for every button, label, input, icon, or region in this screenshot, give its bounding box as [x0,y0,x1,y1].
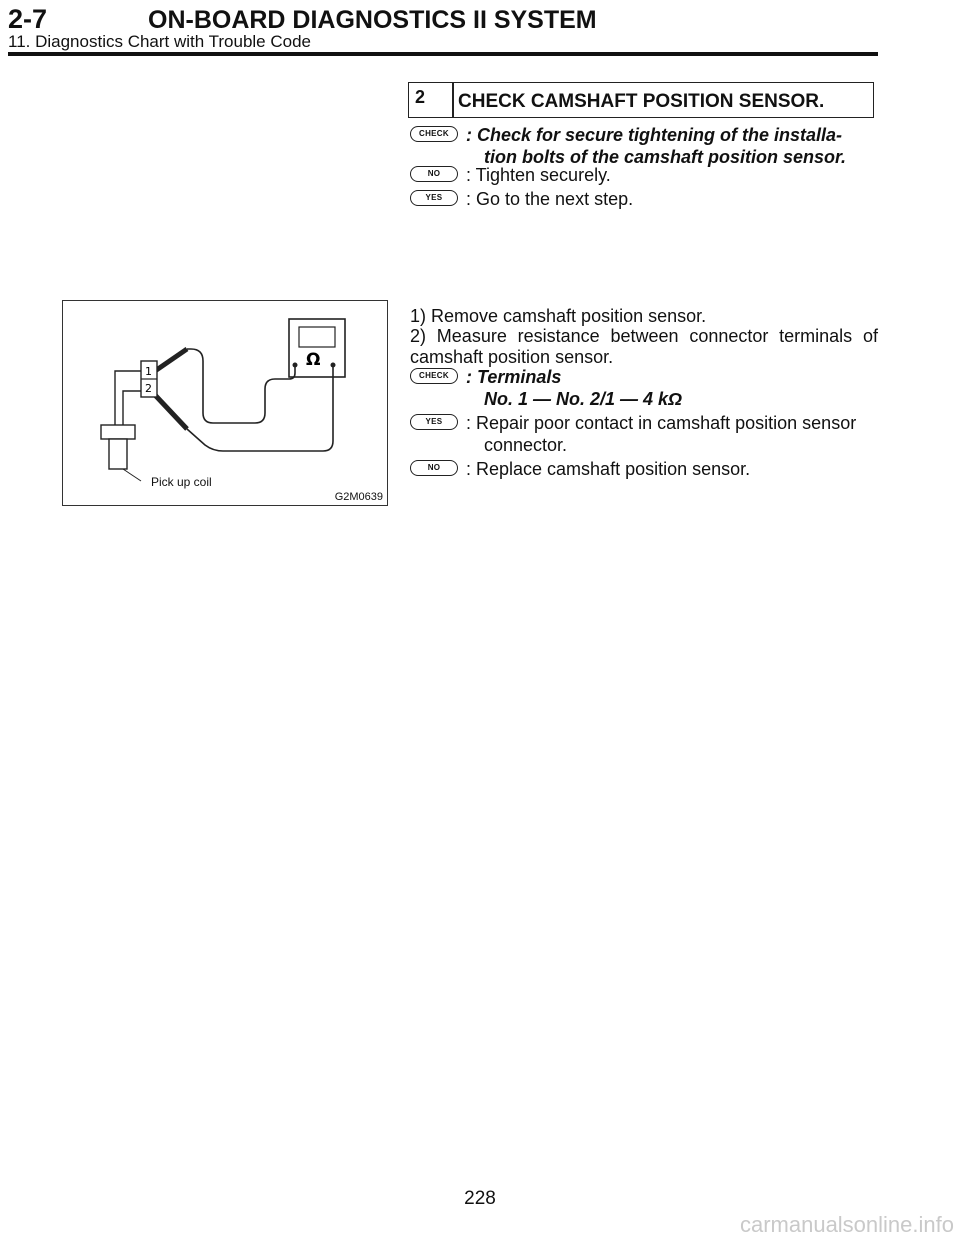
yes-badge-icon: YES [410,190,458,206]
pick-up-coil-label: Pick up coil [151,475,212,489]
no-badge-icon: NO [410,460,458,476]
yes-text-1: : Go to the next step. [466,189,634,209]
page-title: ON-BOARD DIAGNOSTICS II SYSTEM [148,6,597,34]
check-badge-icon: CHECK [410,126,458,142]
figure-code: G2M0639 [334,491,383,503]
wiring-figure [62,300,388,506]
check-badge-icon: CHECK [410,368,458,384]
header-rule [8,52,878,56]
terminal-2-label: 2 [145,382,152,395]
section-code: 2-7 [8,4,48,34]
step-divider [452,83,454,117]
check-row-2 [410,366,878,410]
footer-watermark: carmanualsonline.info [739,1212,954,1237]
no-text-1: : Tighten securely. [466,165,611,185]
page-number: 228 [464,1188,496,1209]
yes-row-2 [410,412,878,456]
step-title: CHECK CAMSHAFT POSITION SENSOR. [458,91,825,112]
instruction-1: 1) Remove camshaft position sensor. [410,306,707,326]
step-number: 2 [415,87,426,107]
yes2-line-1: : Repair poor contact in camshaft position sensor [466,413,857,433]
check2-line-2: No. 1 — No. 2/1 — 4 kΩ [484,389,683,409]
no-text-2: : Replace camshaft position sensor. [466,459,751,479]
ohmmeter-diagram [63,301,387,505]
yes2-line-2: connector. [484,435,568,455]
check-text-1 [466,124,876,168]
check-text-2 [466,366,876,410]
check-line-2: tion bolts of the camshaft position sensor. [484,147,847,167]
yes-badge-icon: YES [410,414,458,430]
check-line-1: : Check for secure tightening of the installa- [466,125,843,145]
terminal-1-label: 1 [145,365,152,378]
instruction-2: 2) Measure resistance between connector terminals of camshaft position sensor. [410,326,878,367]
page-subtitle: 11. Diagnostics Chart with Trouble Code [8,32,312,51]
yes-text-2 [466,412,876,456]
ohm-symbol: Ω [306,350,321,370]
check2-line-1: : Terminals [466,367,562,387]
step-header-box [408,82,874,118]
no-badge-icon: NO [410,166,458,182]
